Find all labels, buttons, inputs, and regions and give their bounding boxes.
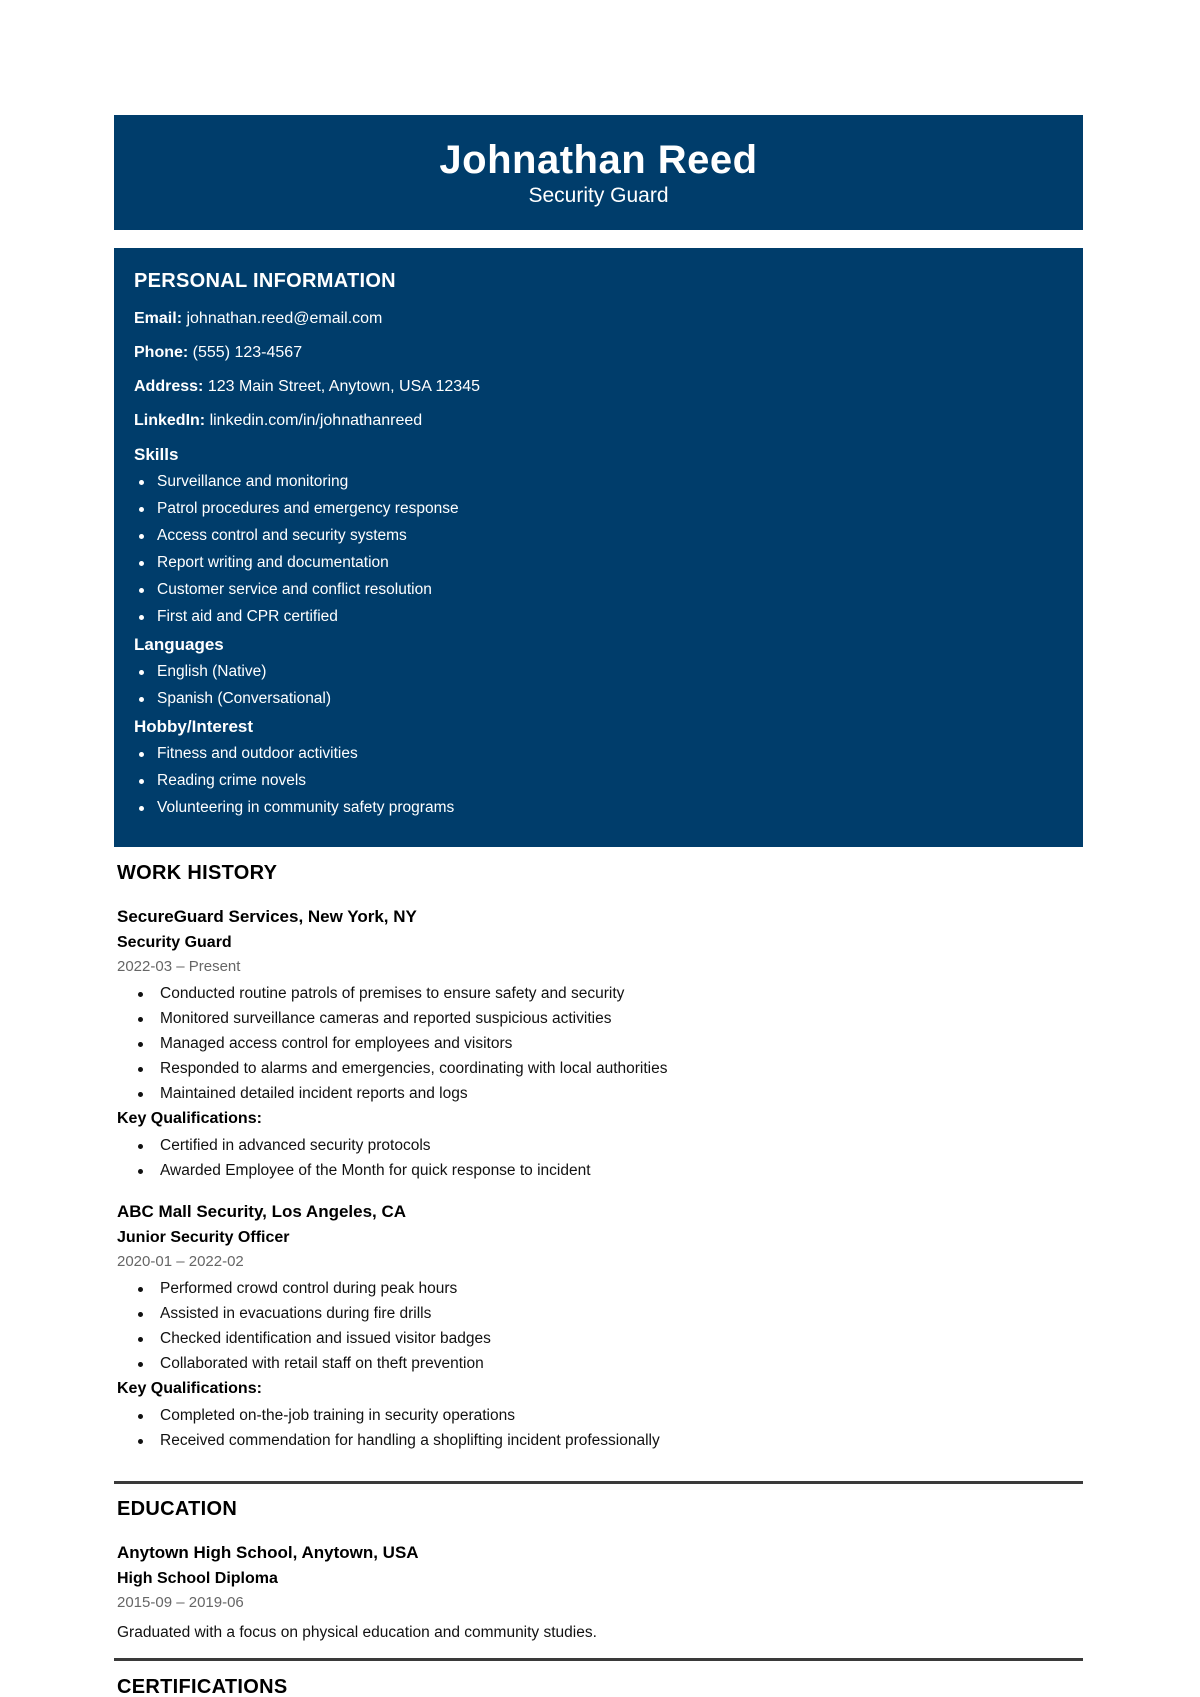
- company-name: ABC Mall Security, Los Angeles, CA: [117, 1202, 407, 1221]
- skills-list: [134, 473, 1063, 626]
- linkedin-label: LinkedIn:: [134, 412, 206, 429]
- job-entry-abc-mall: [117, 1202, 1083, 1450]
- section-divider: [114, 1658, 1083, 1661]
- key-qualifications-list: [117, 1407, 1083, 1450]
- job-title: Security Guard: [117, 934, 232, 951]
- email-value: johnathan.reed@email.com: [186, 310, 383, 327]
- candidate-name: Johnathan Reed: [439, 137, 758, 182]
- school-name: Anytown High School, Anytown, USA: [117, 1543, 419, 1562]
- education-heading: EDUCATION: [117, 1498, 238, 1520]
- skill-item: Surveillance and monitoring: [134, 473, 1063, 491]
- candidate-job-title: Security Guard: [528, 183, 669, 207]
- job-dates: 2022-03 – Present: [117, 958, 241, 975]
- resume-header-banner: [114, 115, 1083, 230]
- job-title: Junior Security Officer: [117, 1229, 290, 1246]
- job-duty: Maintained detailed incident reports and logs: [117, 1085, 1083, 1103]
- job-entry-secureguard: [117, 907, 1083, 1180]
- skill-item: Customer service and conflict resolution: [134, 581, 1063, 599]
- address-value: 123 Main Street, Anytown, USA 12345: [207, 378, 480, 395]
- email-label: Email:: [134, 310, 183, 327]
- job-duty-list: [117, 985, 1083, 1103]
- languages-heading: Languages: [134, 635, 224, 654]
- company-name: SecureGuard Services, New York, NY: [117, 907, 417, 926]
- skill-item: First aid and CPR certified: [134, 608, 1063, 626]
- languages-list: [134, 663, 1063, 708]
- section-divider: [114, 1481, 1083, 1484]
- hobby-item: Reading crime novels: [134, 772, 1063, 790]
- job-duty: Managed access control for employees and visitors: [117, 1035, 1083, 1053]
- phone-label: Phone:: [134, 344, 189, 361]
- job-duty: Performed crowd control during peak hours: [117, 1280, 1083, 1298]
- hobby-interest-heading: Hobby/Interest: [134, 717, 254, 736]
- skills-heading: Skills: [134, 445, 179, 464]
- contact-address-line: [134, 377, 1063, 396]
- job-duty: Conducted routine patrols of premises to ensure safety and security: [117, 985, 1083, 1003]
- certifications-heading: CERTIFICATIONS: [117, 1676, 288, 1697]
- job-duty: Collaborated with retail staff on theft prevention: [117, 1355, 1083, 1373]
- degree-name: High School Diploma: [117, 1570, 278, 1587]
- contact-email-line: [134, 309, 1063, 328]
- language-item: Spanish (Conversational): [134, 690, 1063, 708]
- phone-value: (555) 123-4567: [192, 344, 303, 361]
- language-item: English (Native): [134, 663, 1063, 681]
- contact-linkedin-line: [134, 411, 1063, 430]
- linkedin-value: linkedin.com/in/johnathanreed: [209, 412, 423, 429]
- key-qualification: Awarded Employee of the Month for quick response to incident: [117, 1162, 1083, 1180]
- certifications-section: [117, 1676, 1083, 1697]
- work-history-section: [117, 862, 1083, 1457]
- key-qualification: Certified in advanced security protocols: [117, 1137, 1083, 1155]
- key-qualification: Received commendation for handling a shoplifting incident professionally: [117, 1432, 1083, 1450]
- job-duty: Assisted in evacuations during fire drills: [117, 1305, 1083, 1323]
- job-duty: Responded to alarms and emergencies, coordinating with local authorities: [117, 1060, 1083, 1078]
- hobby-item: Volunteering in community safety programs: [134, 799, 1063, 817]
- education-dates: 2015-09 – 2019-06: [117, 1594, 244, 1611]
- address-label: Address:: [134, 378, 204, 395]
- key-qualifications-list: [117, 1137, 1083, 1180]
- hobby-interest-list: [134, 745, 1063, 817]
- skill-item: Report writing and documentation: [134, 554, 1063, 572]
- job-duty-list: [117, 1280, 1083, 1373]
- contact-phone-line: [134, 343, 1063, 362]
- job-duty: Checked identification and issued visitor badges: [117, 1330, 1083, 1348]
- job-dates: 2020-01 – 2022-02: [117, 1253, 244, 1270]
- education-description: Graduated with a focus on physical education and community studies.: [117, 1624, 597, 1641]
- hobby-item: Fitness and outdoor activities: [134, 745, 1063, 763]
- job-duty: Monitored surveillance cameras and reported suspicious activities: [117, 1010, 1083, 1028]
- key-qualifications-heading: Key Qualifications:: [117, 1110, 262, 1127]
- work-history-heading: WORK HISTORY: [117, 862, 278, 884]
- skill-item: Access control and security systems: [134, 527, 1063, 545]
- education-section: [117, 1498, 1083, 1642]
- personal-information-section: [114, 248, 1083, 847]
- key-qualifications-heading: Key Qualifications:: [117, 1380, 262, 1397]
- key-qualification: Completed on-the-job training in security operations: [117, 1407, 1083, 1425]
- personal-information-heading: PERSONAL INFORMATION: [134, 270, 396, 292]
- skill-item: Patrol procedures and emergency response: [134, 500, 1063, 518]
